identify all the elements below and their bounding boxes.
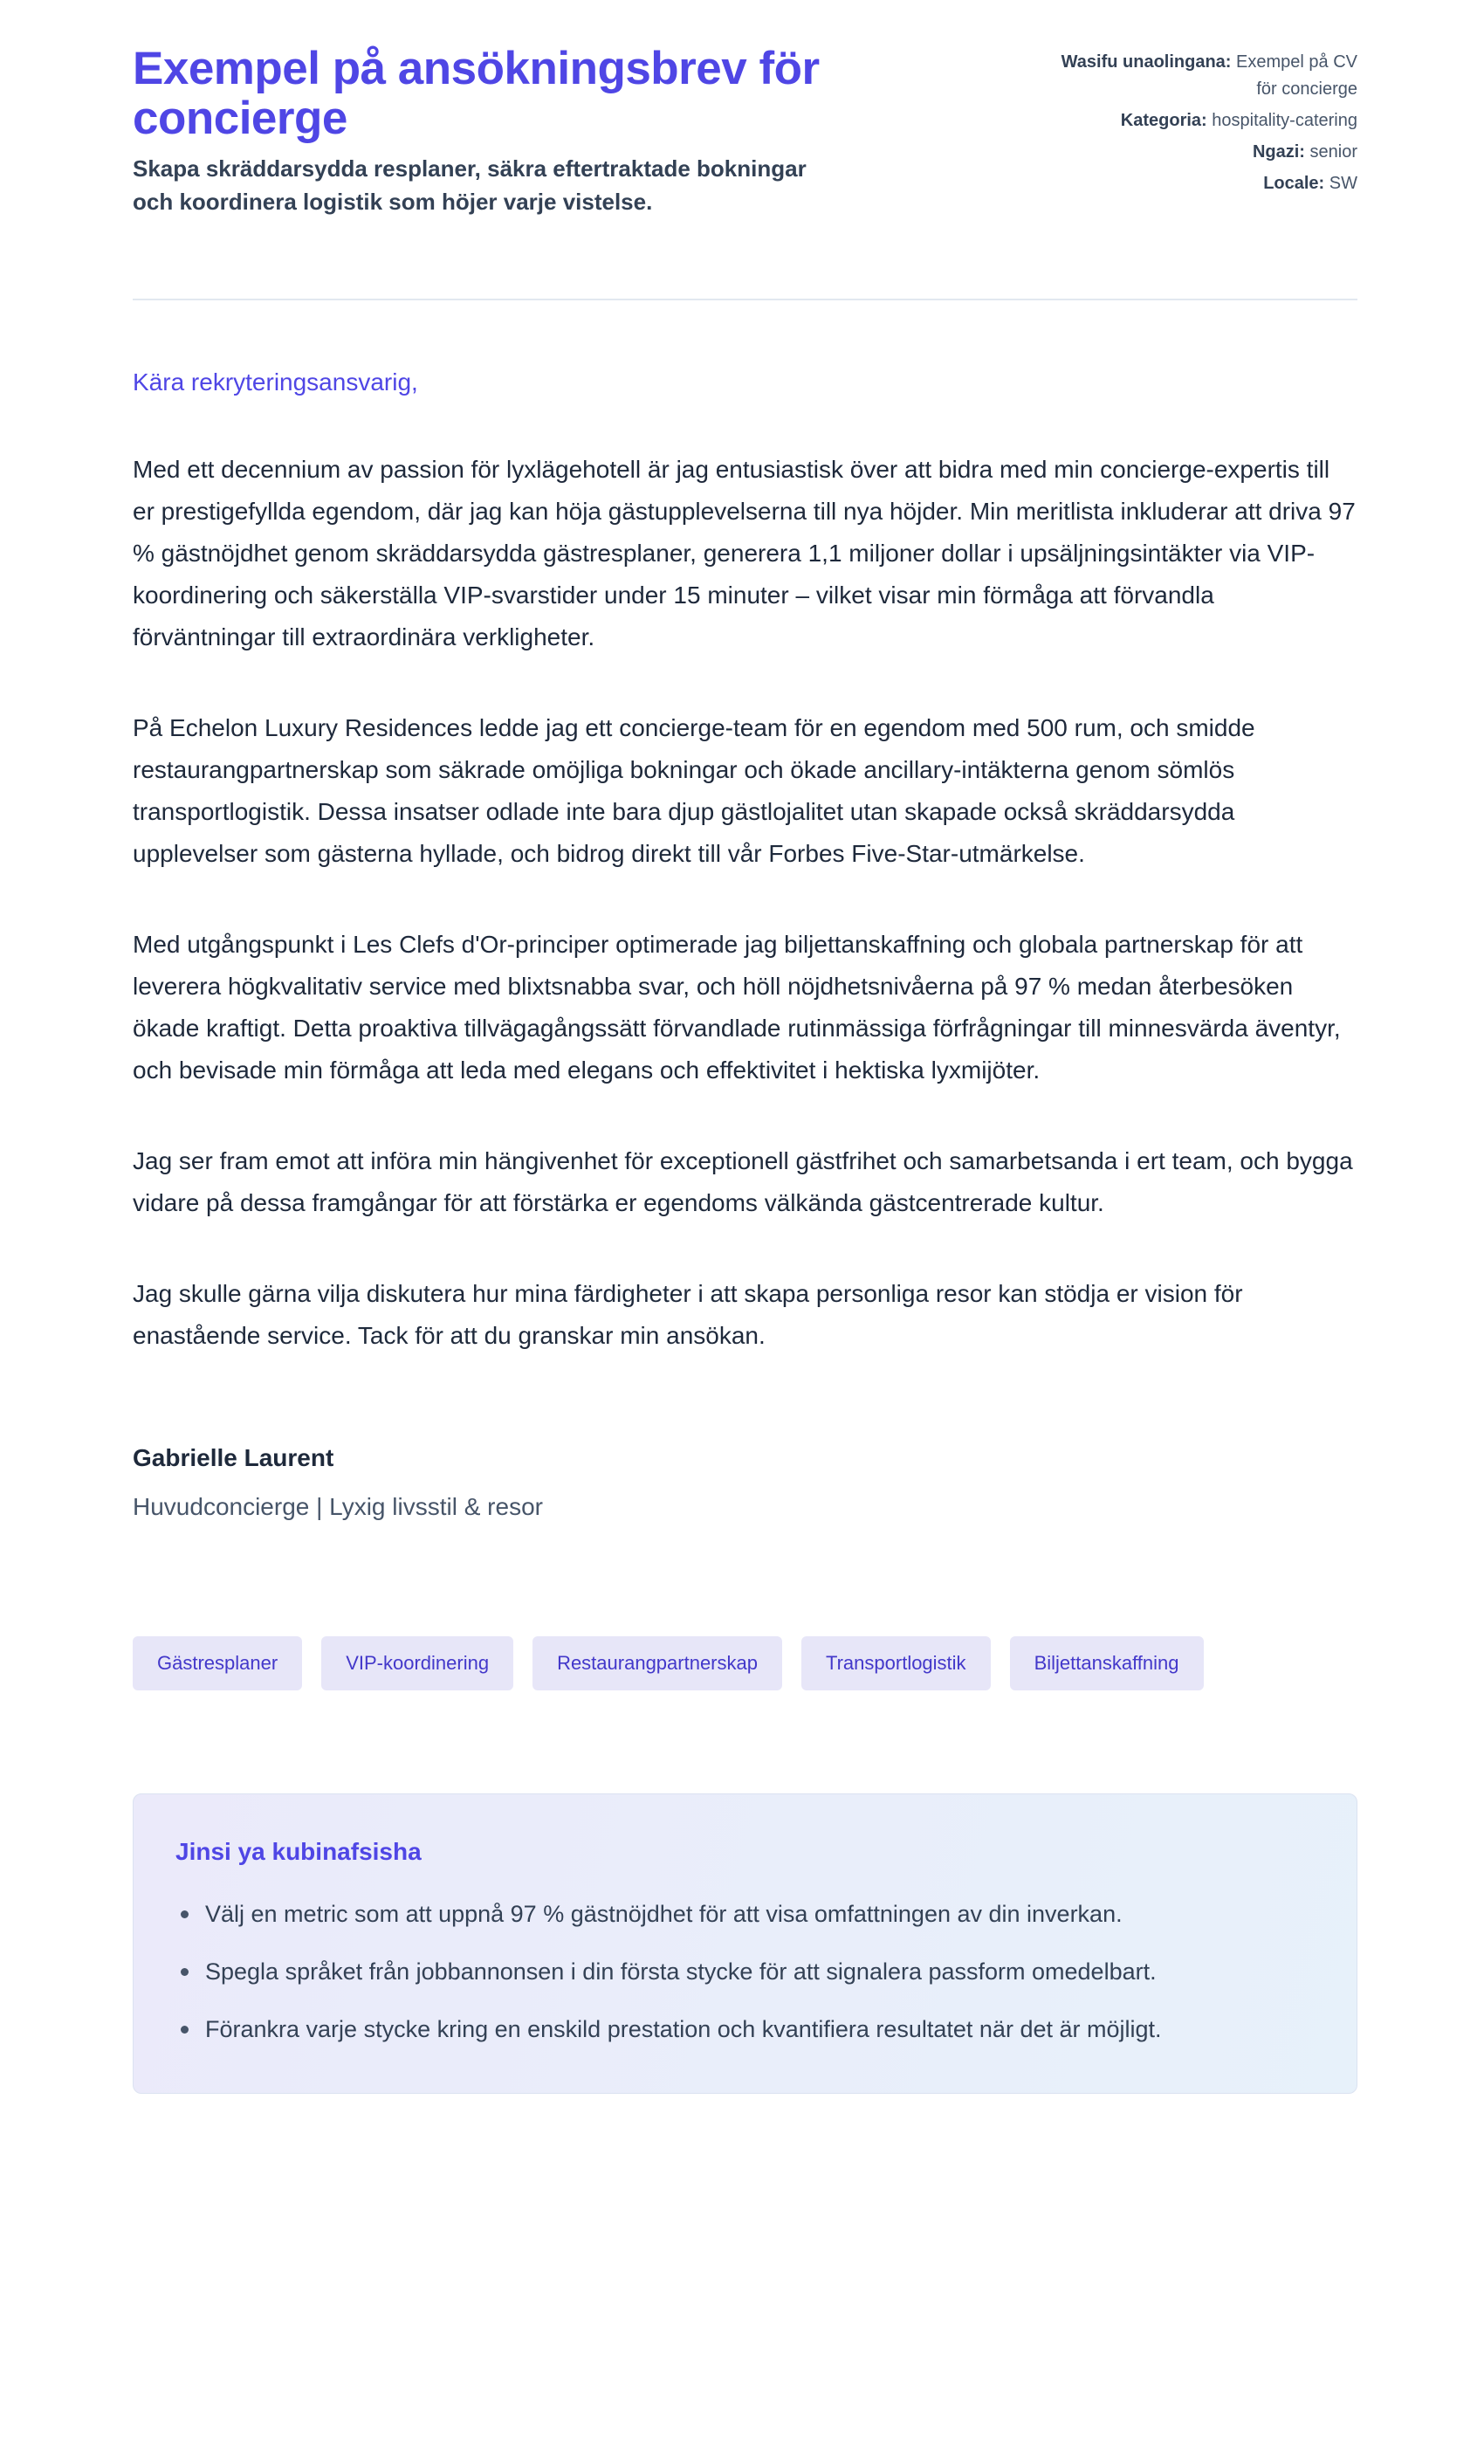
meta-label: Ngazi: [1252, 142, 1305, 162]
meta-row [1056, 49, 1357, 103]
meta-label: Locale: [1263, 174, 1325, 193]
meta-value: Exempel på CV för concierge [1236, 52, 1357, 99]
tip-item: Välj en metric som att uppnå 97 % gästnöjdhet för att visa omfattningen av din inverkan. [175, 1894, 1270, 1934]
signature-name: Gabrielle Laurent [133, 1444, 334, 1471]
meta-value: hospitality-catering [1212, 111, 1357, 130]
meta-value: senior [1309, 142, 1357, 162]
page-subtitle: Skapa skräddarsydda resplaner, säkra eftertraktade bokningar och koordinera logistik som höjer varje vistelse. [133, 155, 807, 215]
meta-value: SW [1329, 174, 1357, 193]
skill-tags [133, 1636, 1357, 1690]
tips-list [175, 1894, 1315, 2049]
meta-row [1056, 107, 1357, 134]
skill-tag: Restaurangpartnerskap [532, 1636, 782, 1690]
page-title: Exempel på ansökningsbrev för concierge [133, 43, 820, 144]
header-title-block [133, 44, 918, 218]
tips-heading: Jinsi ya kubinafsisha [175, 1838, 422, 1865]
header [133, 44, 1357, 218]
letter-paragraph: Jag skulle gärna vilja diskutera hur mina färdigheter i att skapa personliga resor kan stödja er vision för enastående service. Tack för att du granskar min ansökan. [133, 1280, 1243, 1349]
skill-tag: Biljettanskaffning [1010, 1636, 1204, 1690]
tip-item: Förankra varje stycke kring en enskild prestation och kvantifiera resultatet när det är möjligt. [175, 2009, 1270, 2049]
letter-greeting: Kära rekryteringsansvarig, [133, 368, 418, 396]
letter-paragraph: Med utgångspunkt i Les Clefs d'Or-principer optimerade jag biljettanskaffning och globala partnerskap för att leverera högkvalitativ service med blixtsnabba svar, och höll nöjdhetsnivåerna på 97 % medan återbesöken ökade kraftigt. Detta proaktiva tillvägagångssätt förvandlade rutinmässiga förfrågningar till minnesvärda äventyr, och bevisade min förmåga att leda med elegans och effektivitet i hektiska lyxmijöter. [133, 931, 1341, 1084]
meta-label: Wasifu unaolingana: [1061, 52, 1232, 72]
meta-label: Kategoria: [1120, 111, 1207, 130]
letter-paragraph: Jag ser fram emot att införa min hängivenhet för exceptionell gästfrihet och samarbetsanda i ert team, och bygga vidare på dessa framgångar för att förstärka er egendoms välkända gästcentrerade kultur. [133, 1147, 1353, 1216]
meta-row [1056, 139, 1357, 166]
letter-body [133, 449, 1357, 1357]
letter-paragraph: Med ett decennium av passion för lyxlägehotell är jag entusiastisk över att bidra med min concierge-expertis till er prestigefyllda egendom, där jag kan höja gästupplevelserna till nya höjder. Min meritlista inkluderar att driva 97 % gästnöjdhet genom skräddarsydda gästresplaner, generera 1,1 miljoner dollar i upsäljningsintäkter via VIP-koordinering och säkerställa VIP-svarstider under 15 minuter – vilket visar min förmåga att förvandla förväntningar till extraordinära verkligheter. [133, 456, 1356, 650]
meta-panel [1056, 44, 1357, 202]
letter-paragraph: På Echelon Luxury Residences ledde jag ett concierge-team för en egendom med 500 rum, och smidde restaurangpartnerskap som säkrade omöjliga bokningar och ökade ancillary-intäkterna genom sömlös transportlogistik. Dessa insatser odlade inte bara djup gästlojalitet utan skapade också skräddarsydda upplevelser som gästerna hyllade, och bidrog direkt till vår Forbes Five-Star-utmärkelse. [133, 714, 1255, 867]
signature-role: Huvudconcierge | Lyxig livsstil & resor [133, 1493, 543, 1520]
tip-item: Spegla språket från jobbannonsen i din första stycke för att signalera passform omedelbart. [175, 1951, 1270, 1992]
tips-box [133, 1793, 1357, 2094]
meta-row [1056, 170, 1357, 197]
letter [133, 365, 1357, 1525]
header-divider [133, 299, 1357, 300]
skill-tag: VIP-koordinering [321, 1636, 513, 1690]
skill-tag: Gästresplaner [133, 1636, 302, 1690]
skill-tag: Transportlogistik [801, 1636, 991, 1690]
